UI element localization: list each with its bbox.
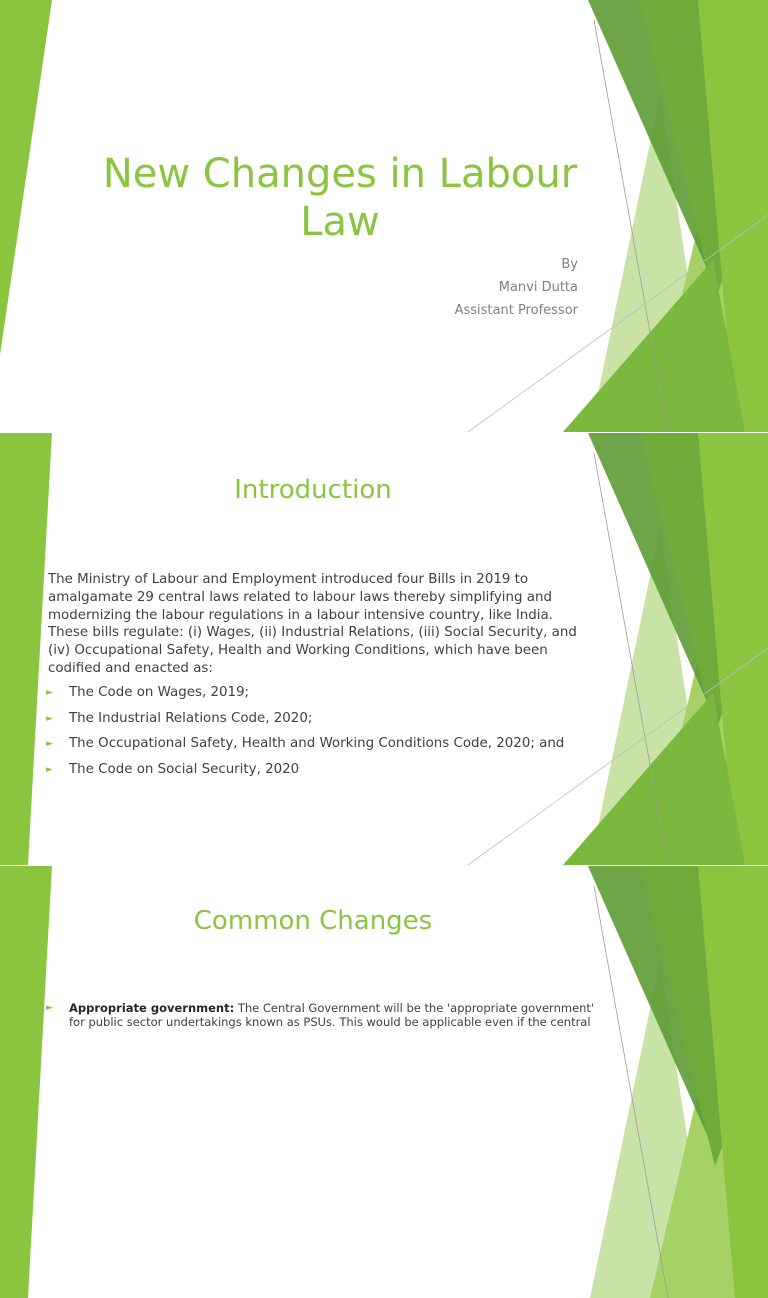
code-list [46,684,564,786]
list-item-text: The Industrial Relations Code, 2020; [69,710,313,726]
section-heading: Introduction [234,475,392,505]
author-role: Assistant Professor [454,303,578,318]
list-item [46,1002,601,1029]
list-item-text: The Code on Wages, 2019; [69,685,250,700]
list-item [46,761,564,787]
left-green-shape [0,0,52,355]
list-item-text: The Occupational Safety, Health and Working Conditions Code, 2020; and [69,736,565,751]
term-description: The Central Government will be the 'appropriate government' for public sector undertakings known as PSUs. This would be applicable even if the central [69,1001,595,1029]
bullet-arrow-icon: ► [46,764,53,775]
list-item-text: The Code on Social Security, 2020 [69,761,300,777]
bullet-arrow-icon: ► [46,1003,53,1013]
bullet-arrow-icon: ► [46,713,53,724]
bullet-arrow-icon: ► [46,739,53,749]
list-item [46,735,564,761]
term-label: Appropriate government: [69,1001,235,1015]
section-heading: Common Changes [193,906,433,936]
slide-title [0,0,768,432]
author-name: Manvi Dutta [498,280,578,295]
by-label: By [561,257,578,272]
presentation-title: New Changes in Labour Law [102,151,578,245]
list-item [46,684,564,710]
slide-common-changes [0,866,768,1298]
bullet-arrow-icon: ► [46,688,53,698]
intro-paragraph: The Ministry of Labour and Employment introduced four Bills in 2019 to amalgamate 29 central laws related to labour laws thereby simplifying and modernizing the labour regulations in a labour intensive country, like India. These bills regulate: (i) Wages, (ii) Industrial Relations, (iii) Social Security, and (iv) Occupational Safety, Health and Working Conditions, which have been codified and enacted as: [48,572,577,676]
slide-introduction [0,433,768,865]
list-item [46,710,564,736]
